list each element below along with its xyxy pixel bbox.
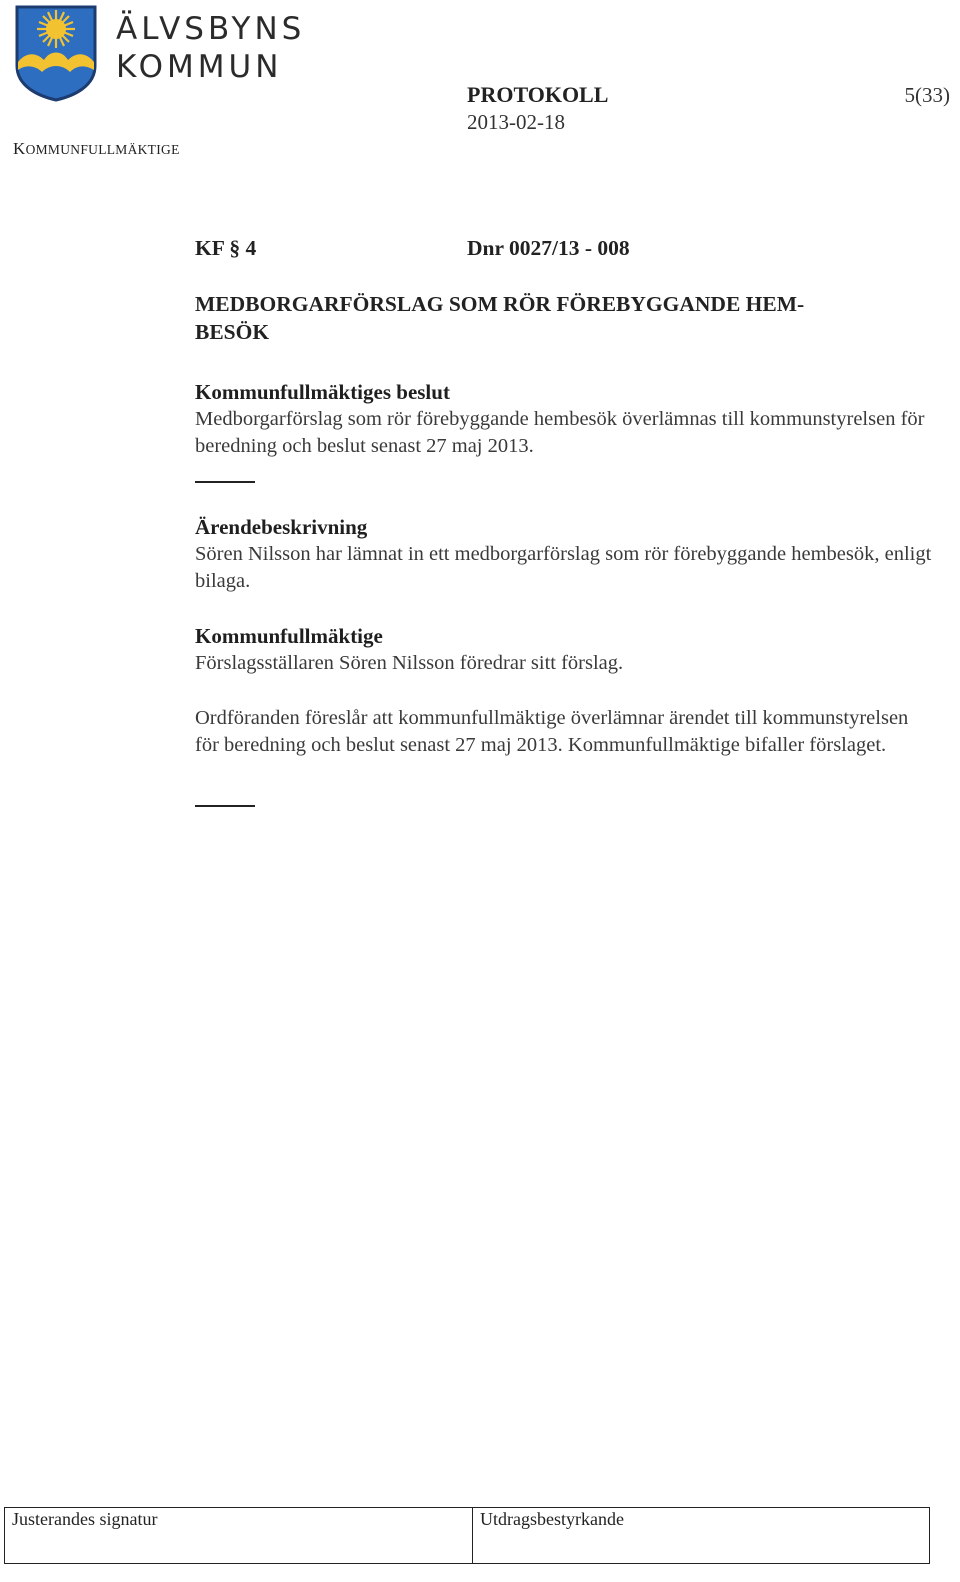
document-type: PROTOKOLL [467, 82, 609, 107]
decision-text: Medborgarförslag som rör förebyggande hembesök överlämnas till kommunstyrelsen för beredning och beslut senast 27 maj 2013. [195, 408, 925, 457]
council-text-2: Ordföranden föreslår att kommunfullmäktige överlämnar ärendet till kommunstyrelsen för beredning och beslut senast 27 maj 2013. Kommunfullmäktige bifaller förslaget. [195, 707, 909, 756]
signature-cell [5, 1508, 473, 1563]
certification-cell [473, 1508, 929, 1563]
signature-table [4, 1507, 930, 1564]
decision-heading: Kommunfullmäktiges beslut [195, 380, 450, 404]
description-section [195, 514, 935, 595]
municipality-name-line2: KOMMUN [116, 49, 283, 85]
diary-number: Dnr 0027/13 - 008 [467, 236, 630, 260]
description-text: Sören Nilsson har lämnat in ett medborgarförslag som rör förebyggande hembesök, enligt bilaga. [195, 543, 932, 592]
board-name: KOMMUNFULLMÄKTIGE [13, 139, 180, 158]
section-number: KF § 4 [195, 236, 257, 260]
council-text-1: Förslagsställaren Sören Nilsson föredrar sitt förslag. [195, 652, 624, 674]
divider [195, 481, 255, 483]
council-heading: Kommunfullmäktige [195, 624, 383, 648]
description-heading: Ärendebeskrivning [195, 515, 368, 539]
decision-section [195, 379, 935, 460]
municipality-name-line1: ÄLVSBYNS [116, 11, 306, 47]
page-number: 5(33) [904, 83, 950, 107]
case-title: MEDBORGARFÖRSLAG SOM RÖR FÖREBYGGANDE HEM- BESÖK [195, 292, 805, 344]
signature-label: Justerandes signatur [12, 1509, 158, 1529]
council-section [195, 623, 935, 677]
coat-of-arms-icon [14, 4, 98, 102]
divider [195, 805, 255, 807]
document-date: 2013-02-18 [467, 110, 565, 134]
certification-label: Utdragsbestyrkande [480, 1509, 624, 1529]
